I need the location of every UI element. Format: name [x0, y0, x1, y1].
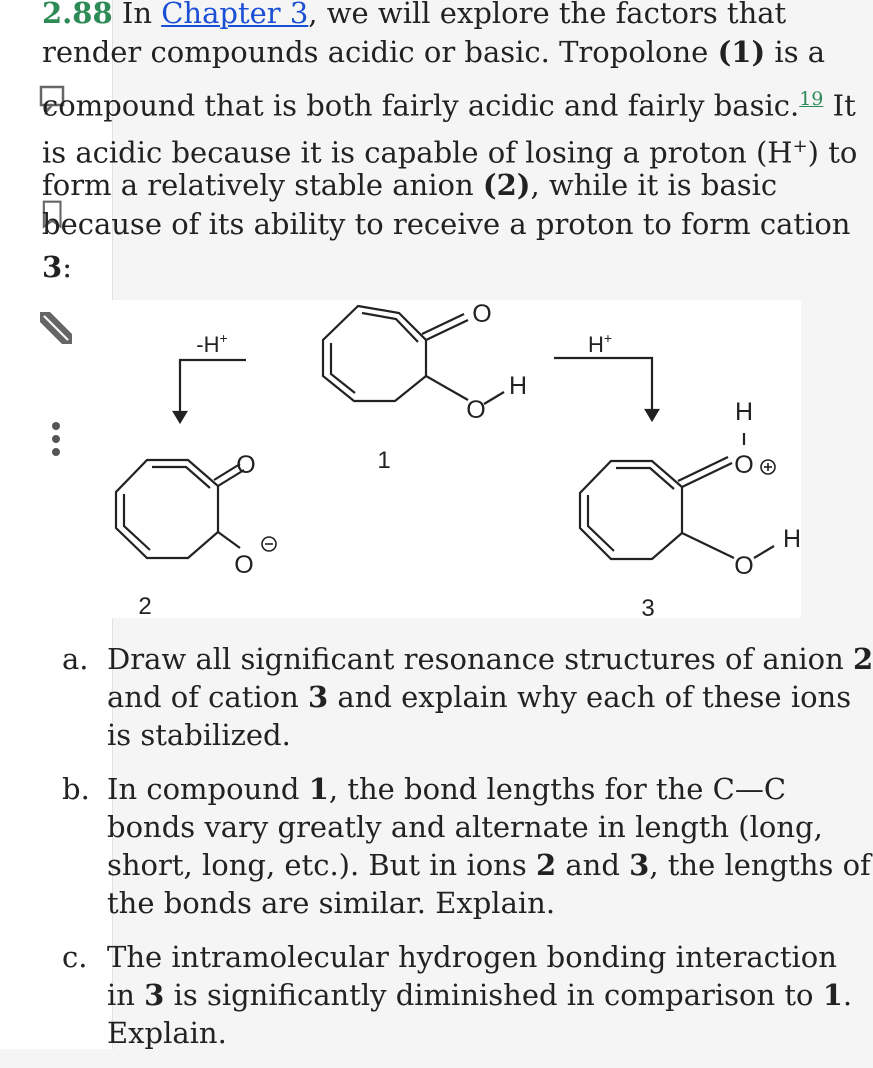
problem-line-2: render compounds acidic or basic. Tropolone (1) is a	[42, 35, 826, 69]
problem-line-3: compound that is both fairly acidic and fairly basic.$^{19}$ It	[42, 88, 856, 123]
compound-1-label: 1	[377, 447, 391, 474]
question-label: a.	[62, 642, 89, 676]
chapter-link[interactable]: Chapter 3	[161, 0, 309, 30]
protonation-label: H+	[587, 330, 613, 357]
compound-2-oxide-o: O	[234, 551, 254, 579]
question-label: b.	[62, 772, 90, 806]
problem-line-6: because of its ability to receive a proton to form cation	[42, 207, 851, 241]
more-options-icon[interactable]	[48, 420, 64, 460]
compound-3-label: 3	[641, 595, 655, 622]
question-b: b. In compound 1, the bond lengths for the C—C bonds vary greatly and alternate in length (long, short, long, etc.). But in ions 2 and 3, the lengths of the bonds are similar. Explain.	[62, 772, 871, 920]
deprotonation-label: -H+	[196, 330, 228, 357]
problem-number: 2.88	[42, 0, 113, 30]
protonation-arrow	[554, 358, 658, 420]
question-c: c. The intramolecular hydrogen bonding interaction in 3 is significantly diminished in comparison to 1. Explain.	[62, 940, 853, 1050]
footnote-reference-link[interactable]: 19	[799, 88, 824, 110]
problem-line-7: 3:	[42, 250, 72, 284]
compound-2-carbonyl-o: O	[236, 451, 256, 479]
compound-1-carbonyl-o: O	[472, 300, 492, 328]
problem-line-4: is acidic because it is capable of losing a proton (H+) to	[42, 135, 858, 170]
compound-3-oxonium-o: O	[734, 451, 754, 479]
compound-2-label: 2	[138, 593, 152, 620]
question-a: a. Draw all significant resonance structures of anion 2 and of cation 3 and explain why each of these ions is stabilized.	[62, 642, 873, 752]
reaction-scheme	[112, 300, 802, 622]
question-label: c.	[62, 940, 88, 974]
compound-3-hydroxyl-o: O	[734, 552, 754, 580]
problem-line-1: 2.88 In Chapter 3, we will explore the factors that	[42, 0, 832, 33]
compound-1-hydroxyl-o: O	[466, 396, 486, 424]
compound-3-oxonium-h: H	[734, 398, 754, 426]
problem-line-5: form a relatively stable anion (2), while it is basic	[42, 168, 778, 202]
tropolone-scheme-figure	[112, 300, 802, 622]
problem-text	[42, 0, 858, 287]
question-list	[62, 640, 873, 1068]
compound-1-hydroxyl-h: H	[508, 372, 528, 400]
highlighter-icon[interactable]	[36, 308, 76, 348]
deprotonation-arrow	[174, 360, 246, 422]
compound-3-hydroxyl-h: H	[782, 525, 802, 553]
